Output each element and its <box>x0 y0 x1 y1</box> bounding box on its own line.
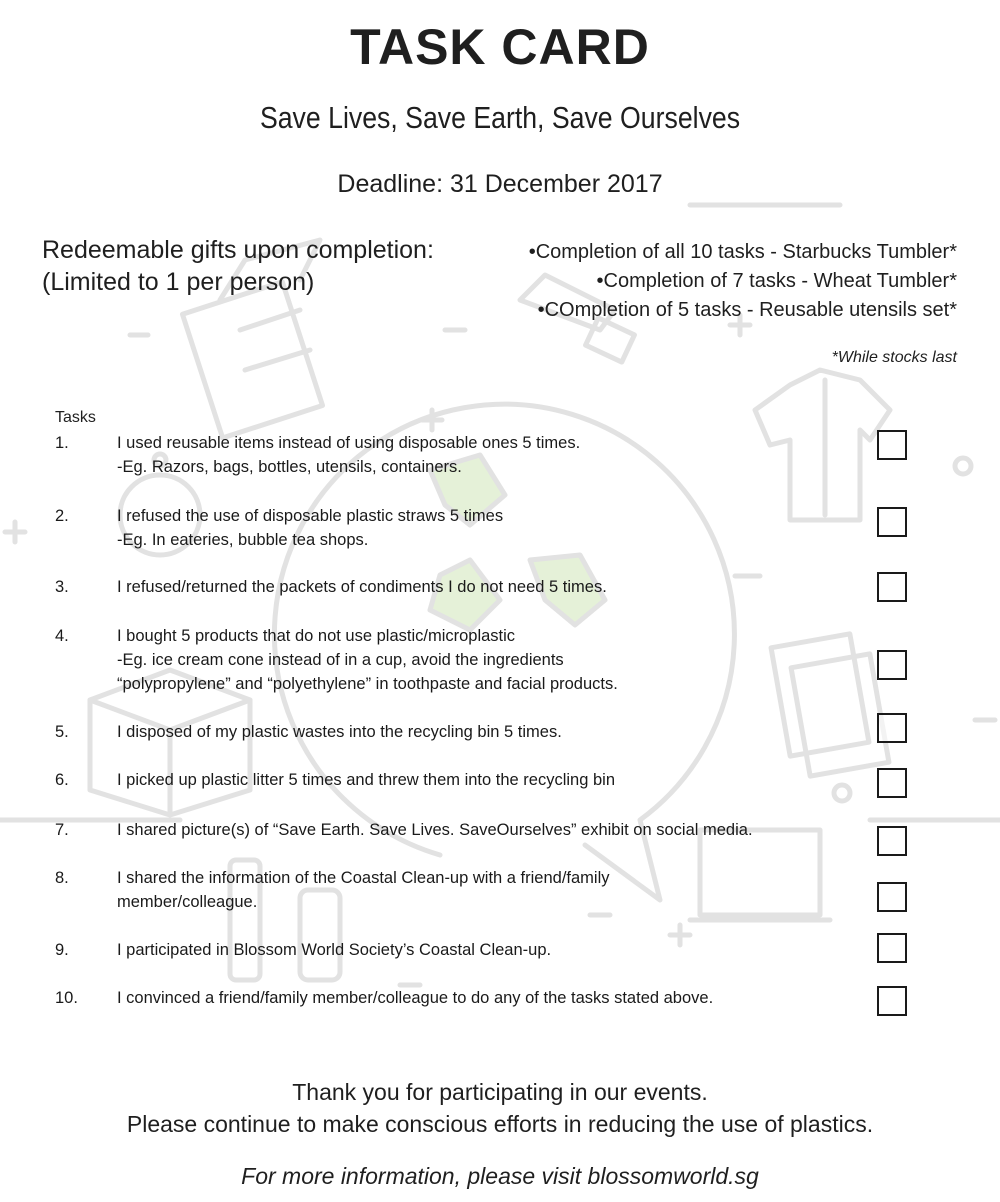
task-text <box>117 720 857 744</box>
task-text <box>117 938 857 962</box>
task-number: 2. <box>55 507 69 525</box>
gift-item: •Completion of all 10 tasks - Starbucks Tumbler* <box>528 241 957 263</box>
task-number: 9. <box>55 941 69 959</box>
task-number: 4. <box>55 627 69 645</box>
gift-item: •COmpletion of 5 tasks - Reusable utensils set* <box>537 299 957 321</box>
task-line: I convinced a friend/family member/colleague to do any of the tasks stated above. <box>117 989 714 1007</box>
task-checkbox[interactable] <box>877 650 907 680</box>
gifts-heading-line: Redeemable gifts upon completion: <box>42 236 434 264</box>
task-checkbox[interactable] <box>877 826 907 856</box>
thank-you-line: Thank you for participating in our events. <box>292 1079 708 1105</box>
task-checkbox[interactable] <box>877 507 907 537</box>
task-checkbox[interactable] <box>877 768 907 798</box>
stock-note: *While stocks last <box>831 349 957 366</box>
task-number: 10. <box>55 989 78 1007</box>
task-example-line: -Eg. Razors, bags, bottles, utensils, containers. <box>117 458 462 476</box>
task-line: I participated in Blossom World Society’s Coastal Clean-up. <box>117 941 552 959</box>
task-number: 3. <box>55 578 69 596</box>
task-line-continued: member/colleague. <box>117 893 258 911</box>
task-number: 7. <box>55 821 69 839</box>
task-text <box>117 768 857 792</box>
reminder-line: Please continue to make conscious efforts in reducing the use of plastics. <box>126 1111 874 1137</box>
task-number: 8. <box>55 869 69 887</box>
task-checkbox[interactable] <box>877 713 907 743</box>
task-line: I refused/returned the packets of condiments I do not need 5 times. <box>117 578 607 596</box>
gifts-list <box>437 238 957 325</box>
task-text <box>117 575 857 599</box>
task-checkbox[interactable] <box>877 882 907 912</box>
task-line: I used reusable items instead of using disposable ones 5 times. <box>117 434 581 452</box>
task-example-line: -Eg. ice cream cone instead of in a cup, avoid the ingredients <box>117 651 564 669</box>
page-subtitle: Save Lives, Save Earth, Save Ourselves <box>259 100 741 135</box>
task-line: I shared picture(s) of “Save Earth. Save Lives. SaveOurselves” exhibit on social media. <box>117 821 753 839</box>
task-line: I shared the information of the Coastal Clean-up with a friend/family <box>117 869 610 887</box>
tasks-heading: Tasks <box>55 409 96 426</box>
task-text <box>117 866 857 914</box>
gifts-heading <box>42 234 482 298</box>
gift-item: •Completion of 7 tasks - Wheat Tumbler* <box>596 270 957 292</box>
task-example-line: -Eg. In eateries, bubble tea shops. <box>117 531 369 549</box>
task-checkbox[interactable] <box>877 986 907 1016</box>
task-text <box>117 818 857 842</box>
page-title: TASK CARD <box>350 19 650 75</box>
task-text <box>117 431 857 479</box>
deadline-text: Deadline: 31 December 2017 <box>337 170 663 198</box>
more-info-text: For more information, please visit blossomworld.sg <box>241 1163 759 1189</box>
task-text <box>117 986 857 1010</box>
task-line: I refused the use of disposable plastic straws 5 times <box>117 507 504 525</box>
task-number: 6. <box>55 771 69 789</box>
task-number: 1. <box>55 434 69 452</box>
task-example-line: “polypropylene” and “polyethylene” in toothpaste and facial products. <box>117 675 618 693</box>
task-checkbox[interactable] <box>877 430 907 460</box>
task-line: I bought 5 products that do not use plastic/microplastic <box>117 627 516 645</box>
task-line: I disposed of my plastic wastes into the recycling bin 5 times. <box>117 723 562 741</box>
thank-you-message <box>0 1076 1000 1140</box>
task-text <box>117 504 857 552</box>
gifts-limit-line: (Limited to 1 per person) <box>42 268 315 296</box>
task-text <box>117 624 857 696</box>
task-checkbox[interactable] <box>877 933 907 963</box>
task-number: 5. <box>55 723 69 741</box>
task-line: I picked up plastic litter 5 times and threw them into the recycling bin <box>117 771 615 789</box>
task-checkbox[interactable] <box>877 572 907 602</box>
